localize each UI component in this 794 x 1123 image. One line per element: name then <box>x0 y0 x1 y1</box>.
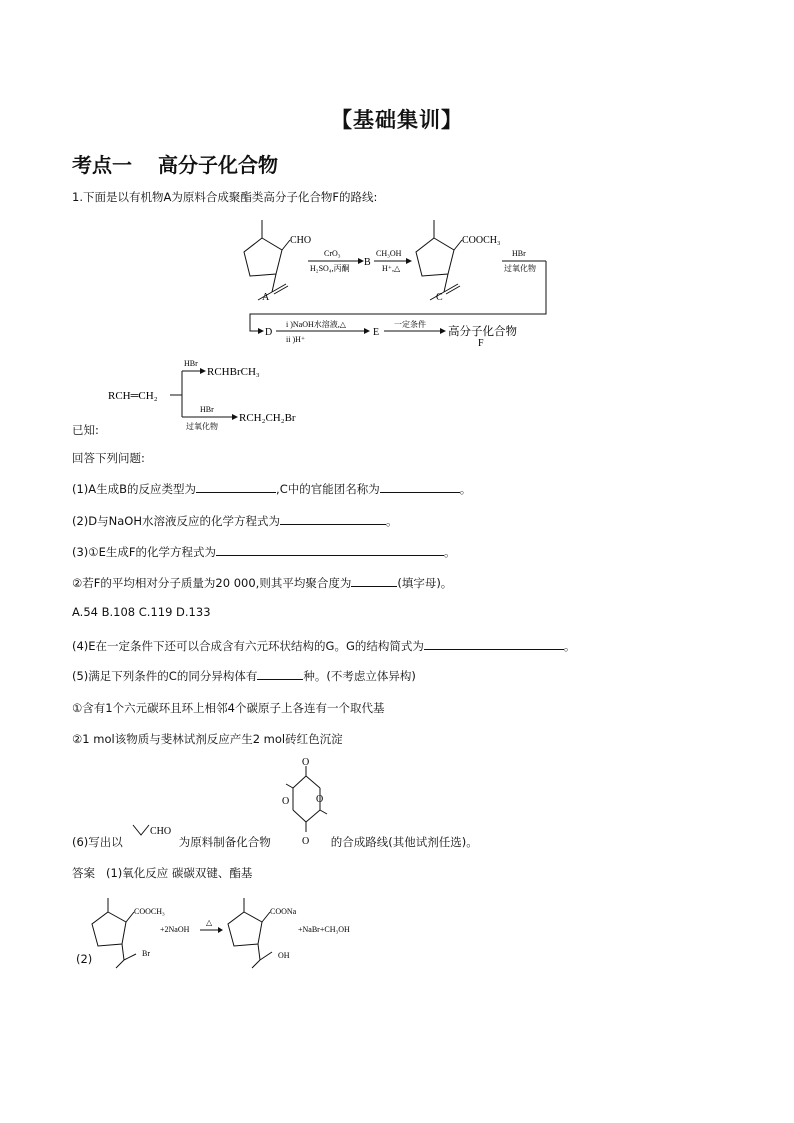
q2-text-b: 。 <box>386 514 398 528</box>
answer-1: (1)氧化反应 碳碳双键、酯基 <box>105 866 253 880</box>
product-f-name: 高分子化合物 <box>448 324 517 338</box>
q5-text-a: (5)满足下列条件的C的同分异构体有 <box>72 669 258 683</box>
question-1 <box>72 481 471 497</box>
q4-text-b: 。 <box>563 639 576 653</box>
answer-2-label: (2) <box>76 952 93 966</box>
label-c: C <box>436 292 443 303</box>
ring-oxygen-right: O <box>316 794 324 805</box>
ring-oxygen-left: O <box>282 796 290 807</box>
known-reaction <box>60 354 360 434</box>
q5-blank[interactable] <box>257 668 303 680</box>
arrow3-reagent: HBr <box>512 249 526 258</box>
section-prefix: 考点一 <box>72 153 132 177</box>
ring-oxygen-bottom: O <box>302 836 310 847</box>
q3c-text-a: ②若F的平均相对分子质量为20 000,则其平均聚合度为 <box>72 576 352 590</box>
q5-text-b: 种。(不考虑立体异构) <box>303 669 416 683</box>
product-group: COONa <box>270 907 297 916</box>
known-branch1-product: RCHBrCH₃ <box>207 366 260 378</box>
arrow1-condition: H₂SO₄,丙酮 <box>310 264 350 273</box>
section-heading <box>72 149 278 178</box>
known-branch2-condition: 过氧化物 <box>186 422 218 431</box>
q1-blank-1[interactable] <box>196 481 276 493</box>
molecule-c-group: COOCH₃ <box>462 235 501 246</box>
condition-1: ①含有1个六元碳环且环上相邻4个碳原子上各连有一个取代基 <box>72 701 385 715</box>
known-label: 已知: <box>72 423 99 437</box>
known-branch1-reagent: HBr <box>184 359 198 368</box>
questions-intro: 回答下列问题: <box>72 451 145 465</box>
equation-products: +NaBr+CH₃OH <box>298 925 350 934</box>
answer-label: 答案 <box>72 866 95 880</box>
label-f: F <box>478 338 484 349</box>
equation-plus-naoh: +2NaOH <box>160 925 190 934</box>
reactant-group: COOCH₃ <box>134 907 165 916</box>
arrow2-condition: H⁺,△ <box>382 264 401 273</box>
label-b: B <box>364 257 371 268</box>
product-structure <box>228 898 272 968</box>
reaction-scheme <box>0 210 794 350</box>
answer-options: A.54 B.108 C.119 D.133 <box>72 605 211 619</box>
q1-text-b: ,C中的官能团名称为 <box>276 482 380 496</box>
question-3-part2 <box>72 575 452 591</box>
q4-text-a: (4)E在一定条件下还可以合成含有六元环状结构的G。G的结构简式为 <box>72 639 424 653</box>
q6-text-c: 的合成路线(其他试剂任选)。 <box>330 835 478 849</box>
q1-text-a: (1)A生成B的反应类型为 <box>72 482 197 496</box>
question-intro: 1.下面是以有机物A为原料合成聚酯类高分子化合物F的路线: <box>72 190 378 204</box>
arrow4-reagent: i )NaOH水溶液,△ <box>286 320 346 329</box>
question-6 <box>72 834 478 850</box>
q1-text-c: 。 <box>459 482 472 496</box>
q3c-text-b: (填字母)。 <box>397 576 453 590</box>
answer-2-equation <box>60 888 400 978</box>
q3c-blank[interactable] <box>351 575 397 587</box>
question-3 <box>72 544 455 560</box>
molecule-c <box>416 220 462 300</box>
molecule-a-group: CHO <box>290 235 312 246</box>
q2-blank[interactable] <box>280 513 386 525</box>
q1-blank-2[interactable] <box>380 481 460 493</box>
equation-delta: △ <box>206 918 213 927</box>
q2-text-a: (2)D与NaOH水溶液反应的化学方程式为 <box>72 514 280 528</box>
arrow5-condition: 一定条件 <box>394 320 426 329</box>
known-branch2-reagent: HBr <box>200 405 214 414</box>
molecule-a <box>244 220 290 300</box>
q3-text-b: 。 <box>443 545 456 559</box>
label-a: A <box>262 292 270 303</box>
product-oh: OH <box>278 951 290 960</box>
known-branch2-product: RCH₂CH₂Br <box>239 412 296 424</box>
known-reactant: RCH═CH₂ <box>108 390 158 402</box>
arrow2-reagent: CH₃OH <box>376 249 402 258</box>
answer-line-1 <box>72 865 252 881</box>
reactant-structure <box>92 898 136 968</box>
section-name: 高分子化合物 <box>158 153 278 177</box>
question-5 <box>72 668 416 684</box>
q3-text-a: (3)①E生成F的化学方程式为 <box>72 545 216 559</box>
condition-2: ②1 mol该物质与斐林试剂反应产生2 mol砖红色沉淀 <box>72 732 343 746</box>
question-2 <box>72 513 398 529</box>
label-d: D <box>265 327 273 338</box>
aldehyde-group: CHO <box>150 826 172 837</box>
arrow1-reagent: CrO₃ <box>324 249 341 258</box>
q3-blank[interactable] <box>216 544 444 556</box>
q6-text-a: (6)写出以 <box>72 835 123 849</box>
question-4 <box>72 638 575 654</box>
label-e: E <box>373 327 380 338</box>
page-title: 【基础集训】 <box>331 108 463 132</box>
q6-text-b: 为原料制备化合物 <box>178 835 271 849</box>
q4-blank[interactable] <box>424 638 564 650</box>
reactant-br: Br <box>142 949 150 958</box>
arrow4-condition: ii )H⁺ <box>286 335 306 344</box>
ring-oxygen-top: O <box>302 757 310 768</box>
arrow3-condition: 过氧化物 <box>504 264 536 273</box>
